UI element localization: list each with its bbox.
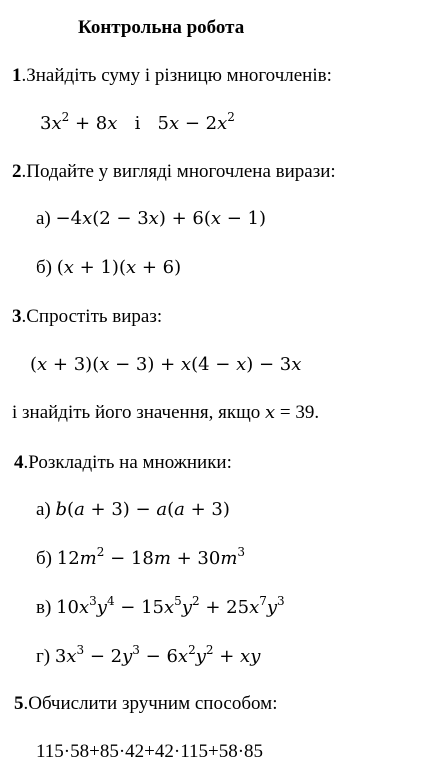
task-4-text: .Розкладіть на множники: [23,452,232,473]
task-2-text: .Подайте у вигляді многочлена вирази: [21,161,336,182]
task-4-heading [14,451,232,475]
task-2b: б) (x + 1)(x + 6) [36,257,182,278]
task-1-heading [12,64,332,88]
task-3-expression: (x + 3)(x − 3) + x(4 − x) − 3x [30,354,302,375]
task-3-condition-text: і знайдіть його значення, якщо [12,402,261,423]
page-title: Контрольна робота [78,17,245,38]
task-2-heading [12,160,336,184]
task-4d: г) $3x^3 - 2y^3 - 6x^2y^2$ + xy [36,643,261,667]
task-5-text: .Обчислити зручним способом: [23,693,278,714]
task-3-value: = 39. [275,402,320,423]
task-4a-label: а) [36,499,51,520]
task-5-expression: 115·58+85·42+42·115+58·85 [36,741,264,762]
task-2b-label: б) [36,257,52,278]
task-1-number: 1 [12,65,22,86]
task-1-polynomials: $3x^2 + 8x$ і $5x - 2x^2$ [40,110,235,134]
task-4b-label: б) [36,548,52,569]
task-1-text: .Знайдіть суму і різницю многочленів: [21,65,332,86]
task-4a: а) b(a + 3) − a(a + 3) [36,499,230,520]
task-4d-label: г) [36,646,51,667]
task-3-number: 3 [12,306,22,327]
task-2-number: 2 [12,161,22,182]
task-4b: б) $12m^2 - 18m + 30m^3$ [36,545,246,569]
task-4c: в) $10x^3y^4 - 15x^5y^2 + 25x^7y^3$ [36,594,285,618]
task-1-conjunction: і [134,113,141,134]
task-4c-label: в) [36,597,52,618]
task-3-variable: x [264,402,276,423]
task-5-heading [14,692,277,716]
task-2a: а) −4x(2 − 3x) + 6(x − 1) [36,208,267,229]
task-2a-label: а) [36,208,51,229]
task-3-text: .Спростіть вираз: [21,306,163,327]
task-3-condition [12,401,319,425]
task-4-number: 4 [14,452,24,473]
task-5-number: 5 [14,693,24,714]
task-3-heading [12,305,162,329]
